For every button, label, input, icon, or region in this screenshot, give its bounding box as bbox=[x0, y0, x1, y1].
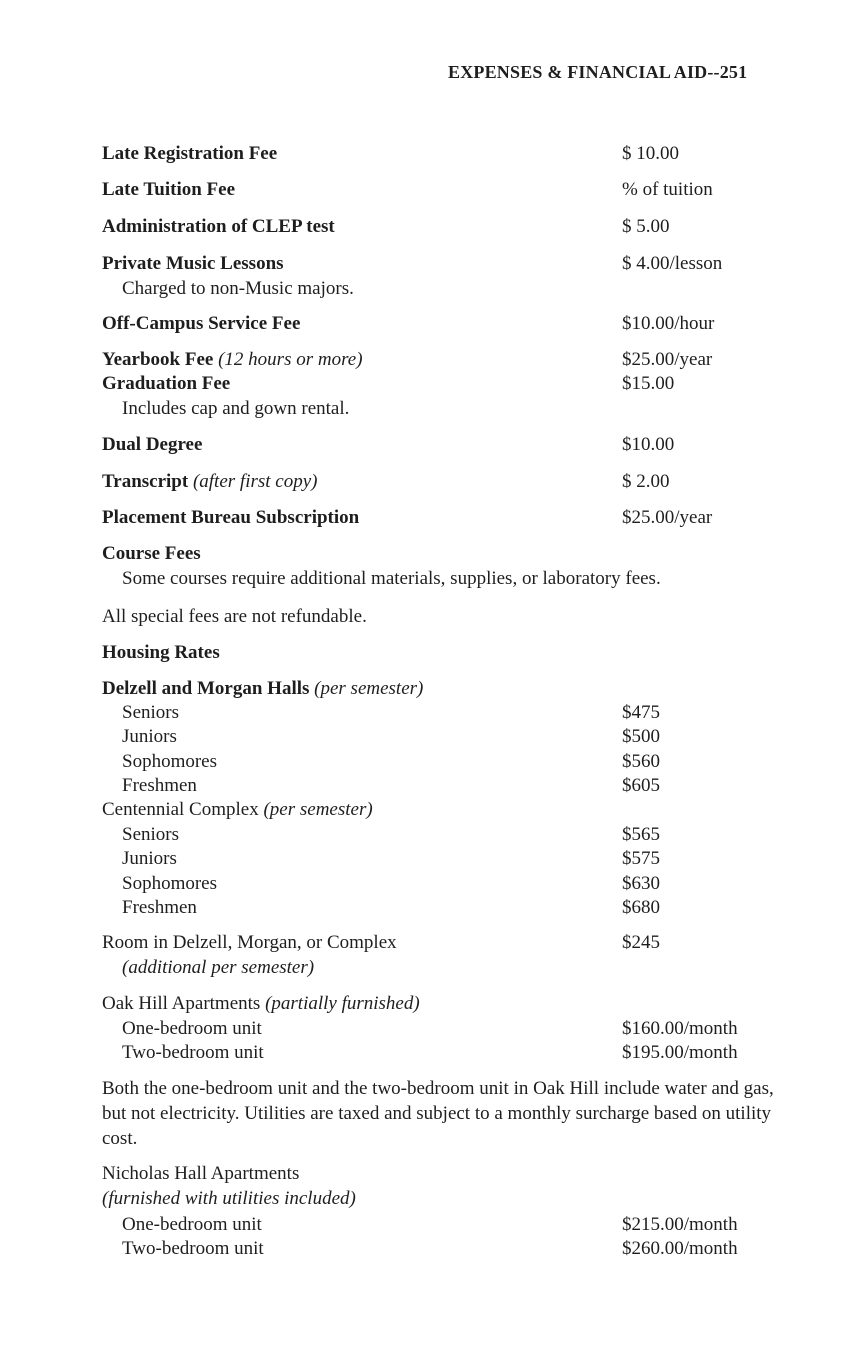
fee-label: Yearbook Fee bbox=[102, 349, 214, 370]
nicholas-heading: Nicholas Hall Apartments bbox=[102, 1163, 300, 1184]
rate-label: Juniors bbox=[122, 726, 177, 747]
housing-label: Centennial Complex bbox=[102, 799, 259, 820]
housing-qualifier: (partially furnished) bbox=[265, 993, 420, 1014]
housing-qualifier: (per semester) bbox=[263, 799, 373, 820]
rate-amount: $575 bbox=[622, 848, 660, 869]
fee-row-yearbook bbox=[102, 348, 762, 372]
fee-row-course-fees bbox=[102, 542, 762, 566]
housing-rate-row bbox=[102, 701, 782, 725]
housing-qualifier: (per semester) bbox=[314, 678, 424, 699]
centennial-heading bbox=[102, 798, 762, 822]
fee-row-dual-degree bbox=[102, 433, 762, 457]
rate-label: Freshmen bbox=[122, 897, 197, 918]
fee-row-late-tuition bbox=[102, 178, 762, 202]
rate-label: One-bedroom unit bbox=[122, 1214, 262, 1235]
housing-rate-row bbox=[102, 1213, 782, 1237]
rate-amount: $560 bbox=[622, 751, 660, 772]
housing-label: Room in Delzell, Morgan, or Complex bbox=[102, 932, 397, 953]
housing-rate-row bbox=[102, 896, 782, 920]
oak-hill-heading bbox=[102, 992, 762, 1016]
fee-label: Transcript bbox=[102, 471, 189, 492]
rate-label: Two-bedroom unit bbox=[122, 1042, 264, 1063]
rate-amount: $500 bbox=[622, 726, 660, 747]
fee-label: Off-Campus Service Fee bbox=[102, 313, 301, 334]
fee-amount: % of tuition bbox=[622, 179, 713, 200]
rate-label: Juniors bbox=[122, 848, 177, 869]
fee-label: Graduation Fee bbox=[102, 373, 231, 394]
rate-label: Two-bedroom unit bbox=[122, 1238, 264, 1259]
housing-rate-row bbox=[102, 725, 782, 749]
fee-note-music-lessons: Charged to non-Music majors. bbox=[122, 278, 354, 299]
fee-note-graduation: Includes cap and gown rental. bbox=[122, 398, 350, 419]
rate-amount: $195.00/month bbox=[622, 1042, 738, 1063]
page-header: EXPENSES & FINANCIAL AID--251 bbox=[448, 62, 748, 82]
housing-title: Housing Rates bbox=[102, 642, 220, 663]
housing-rate-row bbox=[102, 1041, 782, 1065]
fee-row-graduation bbox=[102, 372, 762, 396]
rate-amount: $160.00/month bbox=[622, 1018, 738, 1039]
fee-row-clep bbox=[102, 215, 762, 239]
fee-row-transcript bbox=[102, 470, 762, 494]
room-qualifier: (additional per semester) bbox=[122, 957, 315, 978]
rate-amount: $605 bbox=[622, 775, 660, 796]
rate-amount: $215.00/month bbox=[622, 1214, 738, 1235]
fee-row-music-lessons bbox=[102, 252, 762, 276]
fee-label: Private Music Lessons bbox=[102, 253, 284, 274]
fee-qualifier: (12 hours or more) bbox=[218, 349, 363, 370]
housing-rate-row bbox=[102, 1017, 782, 1041]
oak-hill-note: Both the one-bedroom unit and the two-bedroom unit in Oak Hill include water and gas, but not electricity. Utilities are taxed and subject to a monthly surcharge based on utility cost. bbox=[102, 1078, 774, 1149]
fee-amount: $25.00/year bbox=[622, 507, 713, 528]
room-row bbox=[102, 931, 762, 955]
fee-amount: $10.00 bbox=[622, 434, 675, 455]
rate-amount: $475 bbox=[622, 702, 660, 723]
housing-rate-row bbox=[102, 823, 782, 847]
delzell-heading bbox=[102, 677, 762, 701]
refund-note: All special fees are not refundable. bbox=[102, 606, 367, 627]
fee-amount: $15.00 bbox=[622, 373, 675, 394]
fee-amount: $ 2.00 bbox=[622, 471, 670, 492]
fee-row-late-registration bbox=[102, 142, 762, 166]
housing-rate-row bbox=[102, 847, 782, 871]
housing-label: Oak Hill Apartments bbox=[102, 993, 261, 1014]
housing-rate-row bbox=[102, 774, 782, 798]
fee-amount: $ 10.00 bbox=[622, 143, 679, 164]
rate-amount: $680 bbox=[622, 897, 660, 918]
fee-label: Administration of CLEP test bbox=[102, 216, 335, 237]
rate-label: Sophomores bbox=[122, 751, 217, 772]
rate-amount: $245 bbox=[622, 932, 660, 953]
rate-label: Freshmen bbox=[122, 775, 197, 796]
fee-amount: $ 5.00 bbox=[622, 216, 670, 237]
fee-row-off-campus bbox=[102, 312, 762, 336]
fee-label: Course Fees bbox=[102, 543, 201, 564]
fee-row-placement bbox=[102, 506, 762, 530]
fee-qualifier: (after first copy) bbox=[192, 471, 318, 492]
fee-label: Placement Bureau Subscription bbox=[102, 507, 360, 528]
housing-rate-row bbox=[102, 872, 782, 896]
fee-label: Late Tuition Fee bbox=[102, 179, 236, 200]
fee-label: Dual Degree bbox=[102, 434, 203, 455]
fee-note-course-fees: Some courses require additional materials, supplies, or laboratory fees. bbox=[122, 568, 661, 589]
fee-amount: $25.00/year bbox=[622, 349, 713, 370]
rate-label: Seniors bbox=[122, 702, 179, 723]
housing-rate-row bbox=[102, 750, 782, 774]
fee-label: Late Registration Fee bbox=[102, 143, 278, 164]
rate-label: Seniors bbox=[122, 824, 179, 845]
nicholas-qualifier: (furnished with utilities included) bbox=[102, 1188, 356, 1209]
housing-label: Delzell and Morgan Halls bbox=[102, 678, 310, 699]
housing-rate-row bbox=[102, 1237, 782, 1261]
fee-amount: $10.00/hour bbox=[622, 313, 715, 334]
rate-label: Sophomores bbox=[122, 873, 217, 894]
fee-amount: $ 4.00/lesson bbox=[622, 253, 723, 274]
rate-amount: $565 bbox=[622, 824, 660, 845]
rate-label: One-bedroom unit bbox=[122, 1018, 262, 1039]
rate-amount: $260.00/month bbox=[622, 1238, 738, 1259]
rate-amount: $630 bbox=[622, 873, 660, 894]
